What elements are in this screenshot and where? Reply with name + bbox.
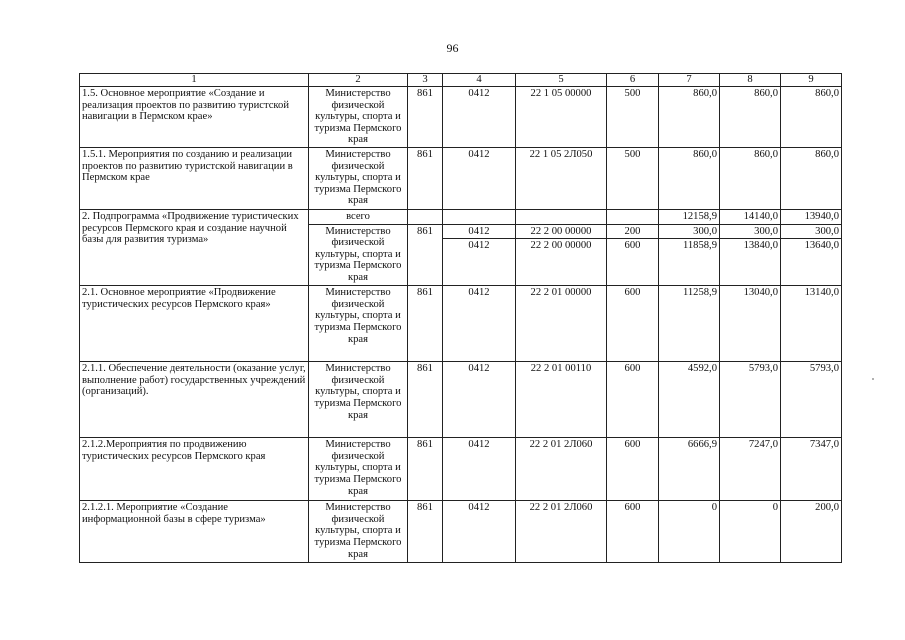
ministry-cell: Министерство физической культуры, спорта и туризма Пермского края [309,362,408,438]
value-year-3: 860,0 [781,87,842,148]
budget-table [79,73,842,563]
expense-type: 600 [607,239,659,286]
section-code: 0412 [443,87,516,148]
table-row [80,210,842,225]
value-year-2: 860,0 [720,87,781,148]
value-year-3: 13140,0 [781,286,842,362]
target-article: 22 1 05 2Л050 [516,148,607,210]
expense-type: 500 [607,87,659,148]
activity-name: 2.1.2.Мероприятия по продвижению туристических ресурсов Пермского края [80,438,309,501]
value-year-3: 7347,0 [781,438,842,501]
table-header-row [80,74,842,87]
activity-name: 1.5.1. Мероприятия по созданию и реализации проектов по развитию туристской навигации в Пермском крае [80,148,309,210]
table-row [80,362,842,438]
section-code: 0412 [443,438,516,501]
table-row [80,87,842,148]
target-article: 22 1 05 00000 [516,87,607,148]
section-code: 0412 [443,286,516,362]
value-year-1: 11258,9 [659,286,720,362]
value-year-3: 13940,0 [781,210,842,225]
table-row [80,501,842,563]
value-year-2: 300,0 [720,224,781,239]
activity-name: 1.5. Основное мероприятие «Создание и реализация проектов по развитию туристской навигации в Пермском крае» [80,87,309,148]
value-year-1: 860,0 [659,87,720,148]
expense-type: 200 [607,224,659,239]
value-year-1: 300,0 [659,224,720,239]
value-year-2: 7247,0 [720,438,781,501]
target-article: 22 2 01 00000 [516,286,607,362]
value-year-2: 5793,0 [720,362,781,438]
ministry-cell: Министерство физической культуры, спорта и туризма Пермского края [309,87,408,148]
admin-code: 861 [408,286,443,362]
column-header: 9 [781,74,842,87]
value-year-1: 4592,0 [659,362,720,438]
expense-type: 600 [607,286,659,362]
admin-code: 861 [408,438,443,501]
column-header: 3 [408,74,443,87]
ministry-cell: Министерство физической культуры, спорта и туризма Пермского края [309,286,408,362]
section-code: 0412 [443,362,516,438]
page-number: 96 [446,41,459,55]
ministry-cell: Министерство физической культуры, спорта и туризма Пермского края [309,148,408,210]
value-year-2: 13840,0 [720,239,781,286]
value-year-3: 200,0 [781,501,842,563]
table-row [80,286,842,362]
expense-type: 600 [607,362,659,438]
value-year-1: 6666,9 [659,438,720,501]
target-article: 22 2 00 00000 [516,224,607,239]
value-year-2: 13040,0 [720,286,781,362]
admin-code: 861 [408,362,443,438]
target-article: 22 2 00 00000 [516,239,607,286]
expense-type: 600 [607,501,659,563]
ministry-cell: Министерство физической культуры, спорта и туризма Пермского края [309,501,408,563]
section-code: 0412 [443,239,516,286]
value-year-3: 13640,0 [781,239,842,286]
section-code: 0412 [443,148,516,210]
value-year-1: 860,0 [659,148,720,210]
target-article: 22 2 01 2Л060 [516,438,607,501]
target-article: 22 2 01 00110 [516,362,607,438]
value-year-3: 860,0 [781,148,842,210]
column-header: 2 [309,74,408,87]
activity-name: 2. Подпрограмма «Продвижение туристических ресурсов Пермского края и создание научной базы для развития туризма» [80,210,309,286]
section-code: 0412 [443,224,516,239]
value-year-1: 0 [659,501,720,563]
value-year-1: 11858,9 [659,239,720,286]
column-header: 4 [443,74,516,87]
activity-name: 2.1.1. Обеспечение деятельности (оказание услуг, выполнение работ) государственных учреждений (организаций). [80,362,309,438]
table-row [80,148,842,210]
target-article: 22 2 01 2Л060 [516,501,607,563]
column-header: 8 [720,74,781,87]
expense-type: 500 [607,148,659,210]
column-header: 5 [516,74,607,87]
ministry-cell: Министерство физической культуры, спорта и туризма Пермского края [309,438,408,501]
value-year-3: 5793,0 [781,362,842,438]
section-code [443,210,516,225]
table-row [80,438,842,501]
scan-speck [872,378,874,380]
admin-code [408,210,443,225]
admin-code: 861 [408,148,443,210]
admin-code: 861 [408,501,443,563]
value-year-2: 0 [720,501,781,563]
admin-code: 861 [408,224,443,286]
column-header: 7 [659,74,720,87]
ministry-cell: Министерство физической культуры, спорта и туризма Пермского края [309,224,408,286]
section-code: 0412 [443,501,516,563]
value-year-2: 14140,0 [720,210,781,225]
admin-code: 861 [408,87,443,148]
activity-name: 2.1. Основное мероприятие «Продвижение туристических ресурсов Пермского края» [80,286,309,362]
column-header: 6 [607,74,659,87]
value-year-1: 12158,9 [659,210,720,225]
value-year-2: 860,0 [720,148,781,210]
value-year-3: 300,0 [781,224,842,239]
expense-type [607,210,659,225]
activity-name: 2.1.2.1. Мероприятие «Создание информационной базы в сфере туризма» [80,501,309,563]
target-article [516,210,607,225]
total-label: всего [309,210,408,225]
column-header: 1 [80,74,309,87]
expense-type: 600 [607,438,659,501]
